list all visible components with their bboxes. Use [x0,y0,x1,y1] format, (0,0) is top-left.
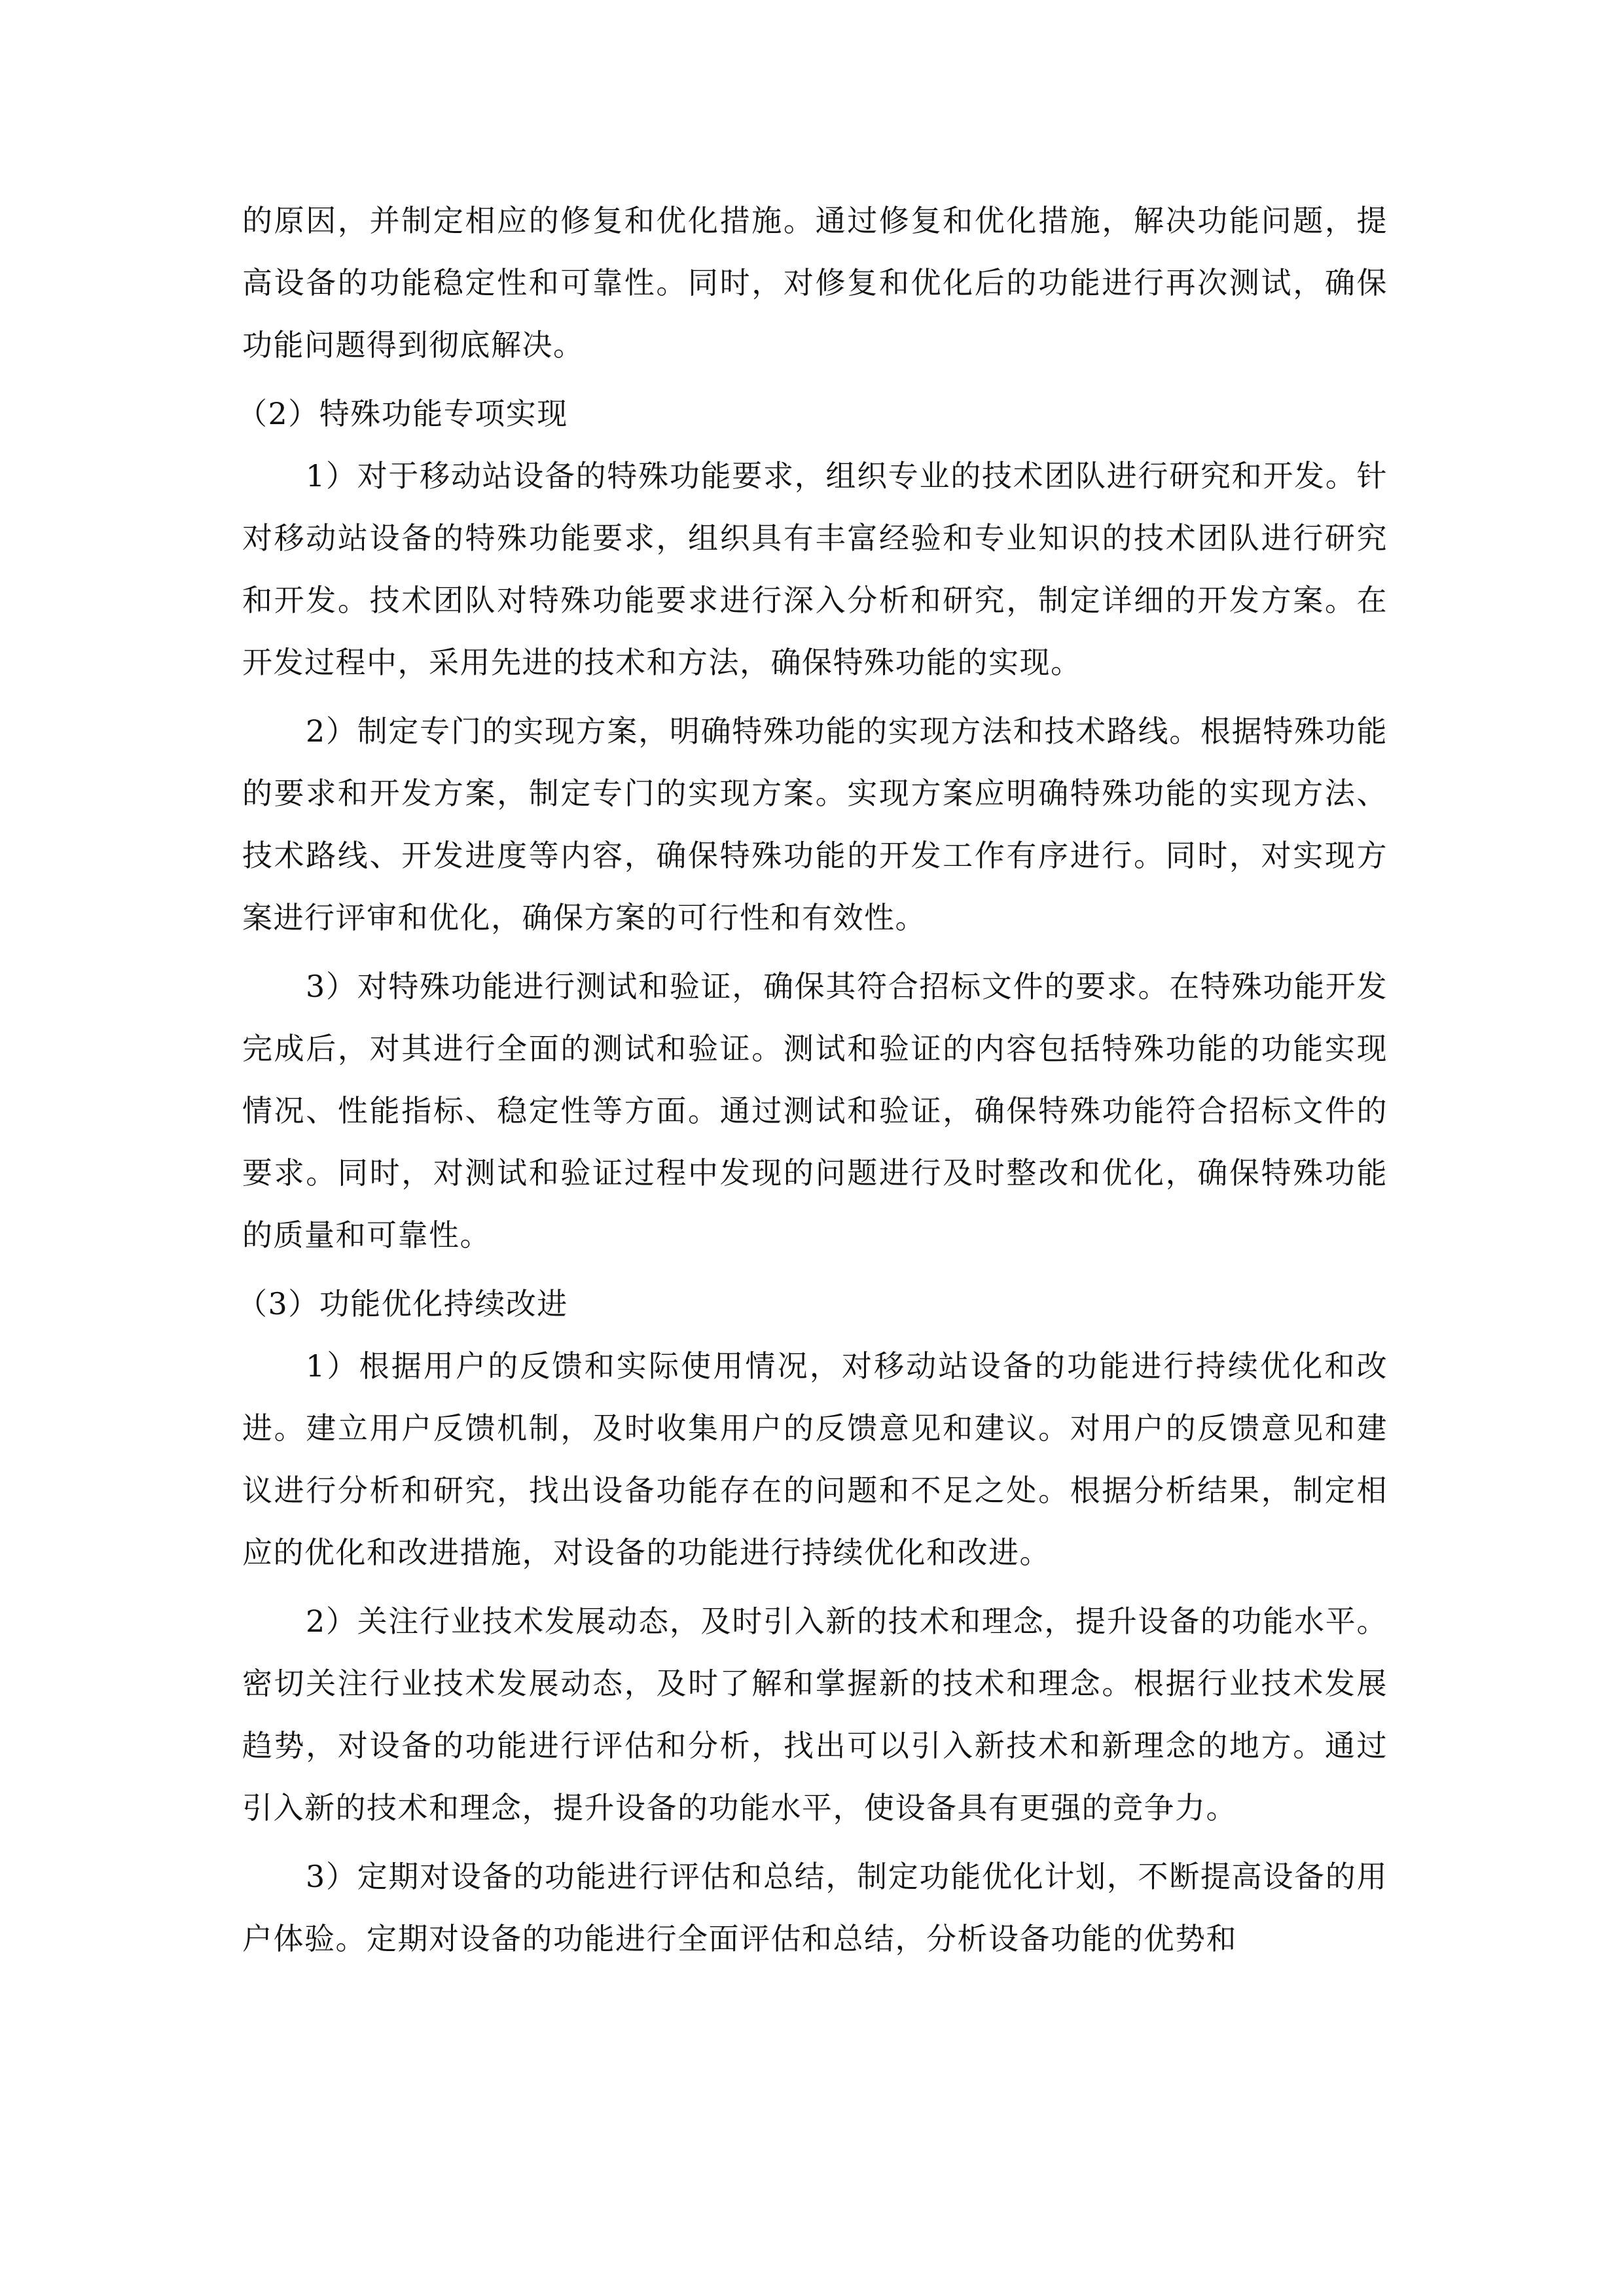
paragraph-3-2: 2）关注行业技术发展动态，及时引入新的技术和理念，提升设备的功能水平。密切关注行业技术发展动态，及时了解和掌握新的技术和理念。根据行业技术发展趋势，对设备的功能进行评估和分析，找出可以引入新技术和新理念的地方。通过引入新的技术和理念，提升设备的功能水平，使设备具有更强的竞争力。 [242,1604,1388,1825]
paragraph-2-1: 1）对于移动站设备的特殊功能要求，组织专业的技术团队进行研究和开发。针对移动站设备的特殊功能要求，组织具有丰富经验和专业知识的技术团队进行研究和开发。技术团队对特殊功能要求进行深入分析和研究，制定详细的开发方案。在开发过程中，采用先进的技术和方法，确保特殊功能的实现。 [242,458,1388,680]
paragraph-2-3: 3）对特殊功能进行测试和验证，确保其符合招标文件的要求。在特殊功能开发完成后，对其进行全面的测试和验证。测试和验证的内容包括特殊功能的功能实现情况、性能指标、稳定性等方面。通过测试和验证，确保特殊功能符合招标文件的要求。同时，对测试和验证过程中发现的问题进行及时整改和优化，确保特殊功能的质量和可靠性。 [242,969,1388,1253]
document-page [237,190,1388,1977]
section-heading-2: （2）特殊功能专项实现 [237,396,568,431]
paragraph-3-1: 1）根据用户的反馈和实际使用情况，对移动站设备的功能进行持续优化和改进。建立用户反馈机制，及时收集用户的反馈意见和建议。对用户的反馈意见和建议进行分析和研究，找出设备功能存在的问题和不足之处。根据分析结果，制定相应的优化和改进措施，对设备的功能进行持续优化和改进。 [242,1348,1388,1570]
section-heading-3: （3）功能优化持续改进 [237,1286,568,1321]
paragraph-2-2: 2）制定专门的实现方案，明确特殊功能的实现方法和技术路线。根据特殊功能的要求和开发方案，制定专门的实现方案。实现方案应明确特殊功能的实现方法、技术路线、开发进度等内容，确保特殊功能的开发工作有序进行。同时，对实现方案进行评审和优化，确保方案的可行性和有效性。 [242,713,1388,935]
paragraph-3-3: 3）定期对设备的功能进行评估和总结，制定功能优化计划，不断提高设备的用户体验。定期对设备的功能进行全面评估和总结，分析设备功能的优势和 [242,1859,1388,1956]
paragraph-continuation: 的原因，并制定相应的修复和优化措施。通过修复和优化措施，解决功能问题，提高设备的功能稳定性和可靠性。同时，对修复和优化后的功能进行再次测试，确保功能问题得到彻底解决。 [242,203,1388,363]
